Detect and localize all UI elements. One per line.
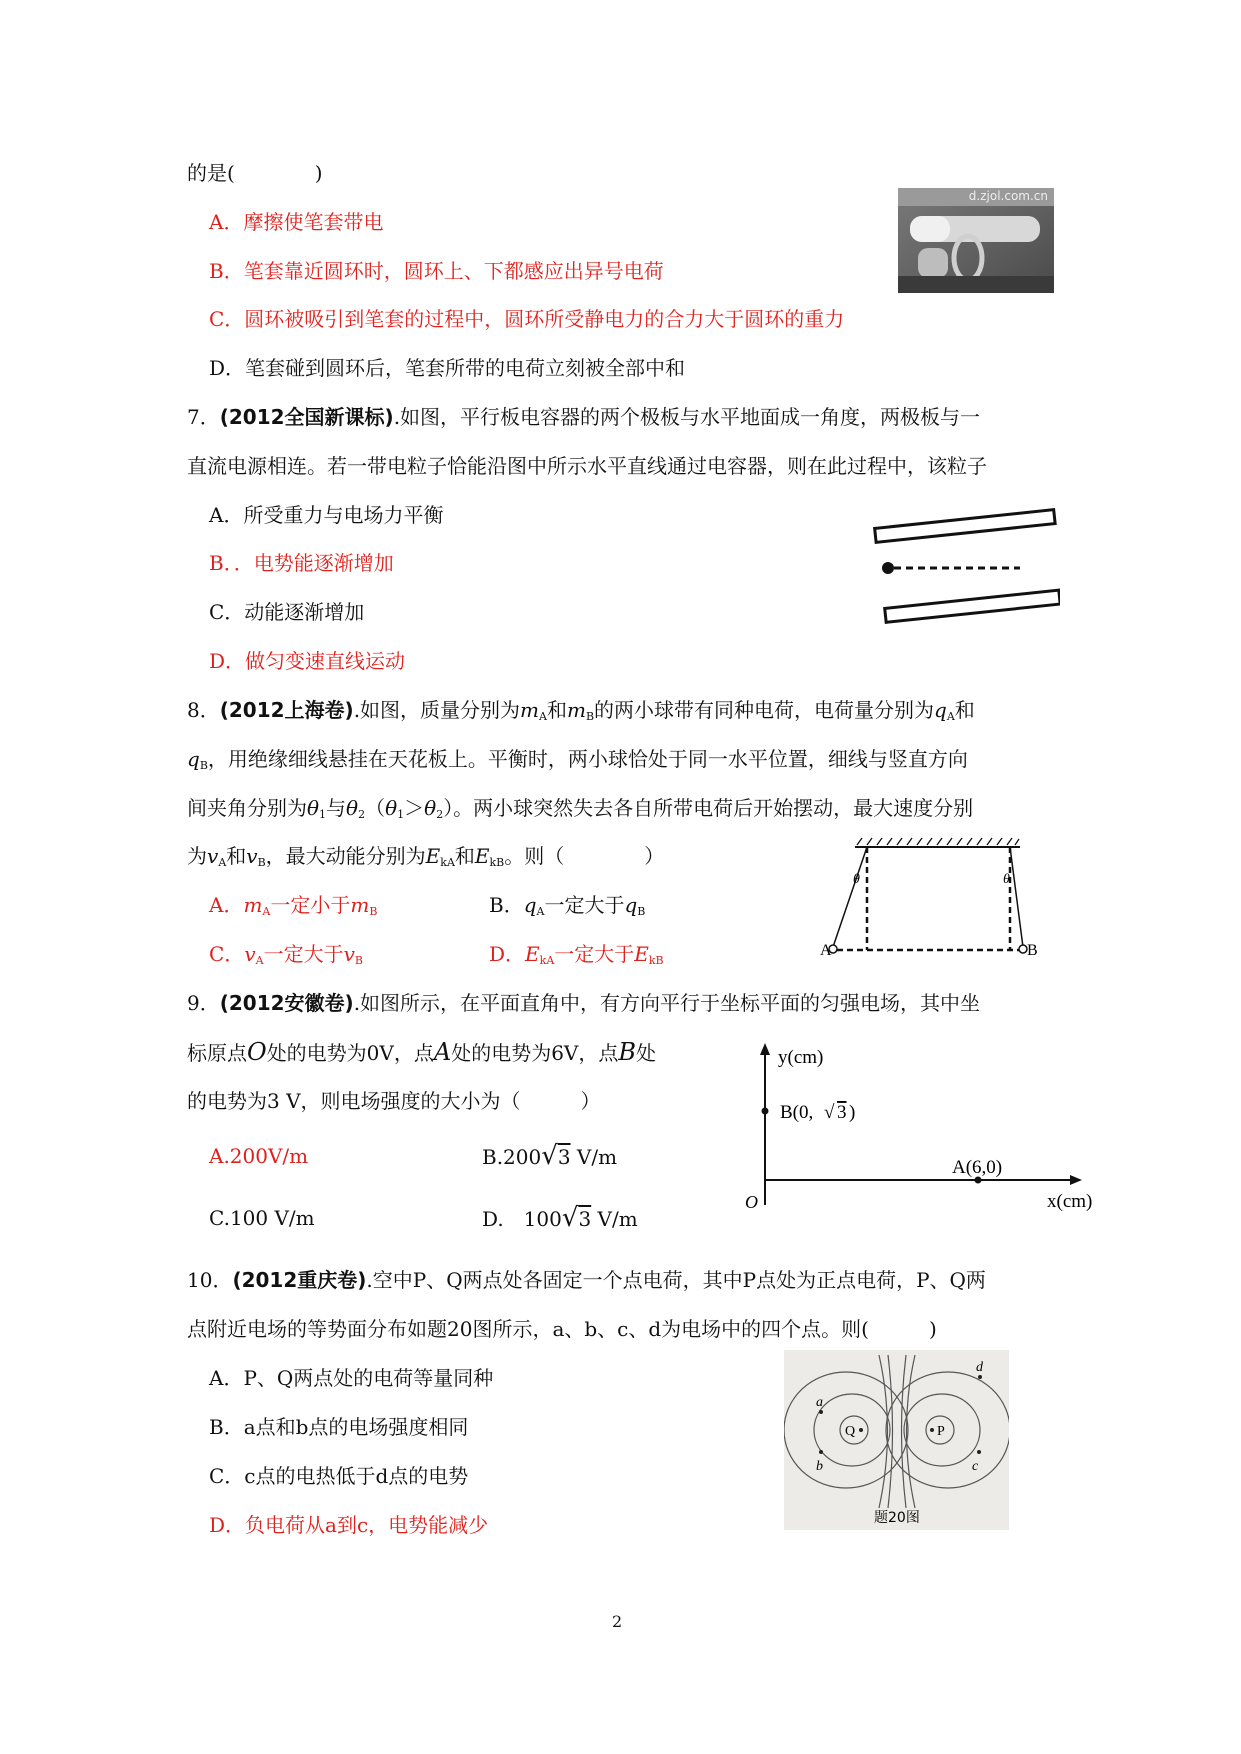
q7-option-a: A．所受重力与电场力平衡 bbox=[209, 503, 444, 527]
var-a: A bbox=[433, 1038, 452, 1066]
option-letter: B． bbox=[489, 893, 524, 917]
var-theta: θ bbox=[307, 796, 320, 820]
sub-2: 2 bbox=[358, 808, 366, 821]
var-v: v bbox=[343, 942, 355, 966]
origin-label: O bbox=[745, 1192, 758, 1212]
q8-option-c bbox=[209, 941, 363, 974]
option-text: D. 100 bbox=[482, 1207, 562, 1231]
label-a: a bbox=[816, 1395, 823, 1410]
q9-line2 bbox=[187, 1039, 656, 1066]
q8-text: 和 bbox=[226, 844, 247, 868]
q6-stem-tail: 的是( ) bbox=[187, 161, 323, 185]
q7-option-d: D．做匀变速直线运动 bbox=[209, 649, 406, 673]
q7-line2: 直流电源相连。若一带电粒子恰能沿图中所示水平直线通过电容器，则在此过程中，该粒子 bbox=[187, 454, 987, 478]
x-axis-label: x(cm) bbox=[1047, 1191, 1093, 1212]
q10-line1 bbox=[187, 1267, 986, 1293]
q9-source: (2012安徽卷) bbox=[219, 991, 354, 1015]
q10-option-b: B．a点和b点的电场强度相同 bbox=[209, 1415, 469, 1439]
sub-1: 1 bbox=[397, 808, 405, 821]
radicand: 3 bbox=[557, 1145, 571, 1169]
q8-line3 bbox=[187, 795, 973, 828]
q7-source: (2012全国新课标) bbox=[219, 405, 394, 429]
p-charge-dot bbox=[930, 1428, 934, 1432]
q-charge-dot bbox=[859, 1428, 863, 1432]
capacitor-upper-plate bbox=[875, 510, 1055, 543]
page-number: 2 bbox=[612, 1612, 623, 1631]
sub-b: B bbox=[369, 905, 378, 918]
var-q: q bbox=[187, 747, 200, 771]
q9-text: .如图所示，在平面直角中，有方向平行于坐标平面的匀强电场，其中坐 bbox=[353, 991, 981, 1015]
q10-option-c: C．c点的电热低于d点的电势 bbox=[209, 1464, 469, 1488]
ball-b bbox=[1019, 945, 1027, 953]
q8-text: 和 bbox=[546, 698, 567, 722]
sub-a: A bbox=[539, 710, 547, 723]
y-axis-arrow-icon bbox=[760, 1043, 770, 1055]
option-letter: D． bbox=[489, 942, 526, 966]
q8-text: ，用绝缘细线悬挂在天花板上。平衡时，两小球恰处于同一水平位置，细线与竖直方向 bbox=[207, 747, 968, 771]
q7-line1 bbox=[187, 404, 980, 430]
point-b-label-end: ) bbox=[849, 1102, 856, 1123]
q8-line1 bbox=[187, 697, 975, 730]
q6-option-a: A．摩擦使笔套带电 bbox=[209, 210, 384, 234]
photo-watermark: d.zjol.com.cn bbox=[968, 189, 1048, 203]
sqrt-icon: √ bbox=[824, 1102, 835, 1123]
pen-ring-photo-image bbox=[898, 188, 1054, 293]
var-q: q bbox=[523, 893, 537, 917]
point-a-dot bbox=[819, 1410, 823, 1414]
option-text: 一定大于 bbox=[544, 893, 625, 917]
option-text: V/m bbox=[570, 1145, 618, 1169]
sub-kb: kB bbox=[648, 954, 664, 967]
q8-line4 bbox=[187, 843, 664, 876]
q7-text1: .如图，平行板电容器的两个极板与水平地面成一角度，两极板与一 bbox=[393, 405, 981, 429]
q8-text: ＞ bbox=[404, 796, 425, 820]
q10-number: 10． bbox=[187, 1268, 233, 1292]
var-theta: θ bbox=[424, 796, 437, 820]
particle-dot bbox=[882, 562, 894, 574]
q9-text: 标原点 bbox=[187, 1041, 247, 1065]
var-theta: θ bbox=[385, 796, 398, 820]
q6-option-d: D．笔套碰到圆环后，笔套所带的电荷立刻被全部中和 bbox=[209, 356, 686, 380]
q9-option-d bbox=[482, 1205, 638, 1232]
var-e: E bbox=[425, 844, 441, 868]
sub-b: B bbox=[637, 905, 646, 918]
q9-line1 bbox=[187, 990, 980, 1016]
q8-source: (2012上海卷) bbox=[219, 698, 354, 722]
var-v: v bbox=[207, 844, 219, 868]
sub-a: A bbox=[255, 954, 264, 967]
var-v: v bbox=[246, 844, 258, 868]
q8-option-d bbox=[489, 941, 664, 974]
var-m: m bbox=[520, 698, 540, 722]
var-v: v bbox=[244, 942, 256, 966]
var-e: E bbox=[474, 844, 490, 868]
label-theta2: θ bbox=[1003, 872, 1010, 887]
option-text: 一定小于 bbox=[270, 893, 351, 917]
thread-b bbox=[1010, 847, 1023, 947]
sub-a: A bbox=[262, 905, 271, 918]
label-b: b bbox=[816, 1459, 823, 1474]
var-q: q bbox=[934, 698, 947, 722]
sub-b: B bbox=[585, 710, 595, 723]
q7-capacitor-figure bbox=[870, 505, 1060, 625]
figure-caption: 题20图 bbox=[874, 1510, 920, 1526]
q10-equipotential-figure bbox=[784, 1350, 1009, 1530]
q9-text: 处 bbox=[636, 1041, 657, 1065]
option-text: 一定大于 bbox=[263, 942, 344, 966]
var-e: E bbox=[634, 942, 649, 966]
var-e: E bbox=[525, 942, 540, 966]
option-letter: C． bbox=[209, 942, 245, 966]
q8-option-a bbox=[209, 892, 377, 925]
q8-line2 bbox=[187, 746, 968, 779]
var-m: m bbox=[243, 893, 263, 917]
q9-option-c: C.100 V/m bbox=[209, 1206, 315, 1230]
q7-number: 7． bbox=[187, 405, 220, 429]
sub-a: A bbox=[218, 856, 227, 869]
q6-option-b: B．笔套靠近圆环时，圆环上、下都感应出异号电荷 bbox=[209, 259, 664, 283]
point-c-dot bbox=[977, 1450, 981, 1454]
label-d: d bbox=[976, 1360, 983, 1375]
ceiling-hatch bbox=[857, 838, 1019, 845]
point-b-radicand: 3 bbox=[837, 1102, 847, 1123]
label-b: B bbox=[1027, 942, 1038, 959]
option-text: 一定大于 bbox=[554, 942, 635, 966]
q6-option-c: C．圆环被吸引到笔套的过程中，圆环所受静电力的合力大于圆环的重力 bbox=[209, 307, 845, 331]
q8-text: ）。两小球突然失去各自所带电荷后开始摆动，最大速度分别 bbox=[443, 796, 974, 820]
sub-b: B bbox=[354, 954, 363, 967]
sqrt-icon: √ bbox=[541, 1141, 558, 1171]
var-q: q bbox=[624, 893, 638, 917]
q9-coordinate-graph bbox=[740, 1035, 1110, 1215]
q9-option-a: A.200V/m bbox=[209, 1144, 309, 1168]
q8-text: ，最大动能分别为 bbox=[265, 844, 426, 868]
q10-line2: 点附近电场的等势面分布如题20图所示，a、b、c、d为电场中的四个点。则( ) bbox=[187, 1317, 937, 1341]
q8-option-b bbox=[489, 892, 645, 925]
thread-a bbox=[833, 847, 867, 947]
option-text: B.200 bbox=[482, 1145, 542, 1169]
q9-number: 9． bbox=[187, 991, 220, 1015]
q8-text: 与 bbox=[326, 796, 347, 820]
q8-text: 为 bbox=[187, 844, 207, 868]
point-a-label: A(6,0) bbox=[952, 1157, 1003, 1178]
label-a: A bbox=[820, 942, 832, 959]
q9-text: 处的电势为6V，点 bbox=[451, 1041, 619, 1065]
q9-text: 处的电势为0V，点 bbox=[266, 1041, 434, 1065]
var-m: m bbox=[350, 893, 370, 917]
label-c: c bbox=[972, 1459, 979, 1474]
label-p: P bbox=[937, 1424, 945, 1439]
q8-text: （ bbox=[365, 796, 386, 820]
point-b-dot bbox=[762, 1108, 769, 1115]
sqrt-icon: √ bbox=[561, 1203, 579, 1233]
sub-a: A bbox=[536, 905, 545, 918]
y-axis-label: y(cm) bbox=[778, 1047, 824, 1068]
q10-source: (2012重庆卷) bbox=[232, 1268, 367, 1292]
point-b-dot bbox=[819, 1450, 823, 1454]
radicand: 3 bbox=[578, 1207, 592, 1231]
q8-number: 8． bbox=[187, 698, 220, 722]
var-b: B bbox=[618, 1038, 637, 1066]
q8-text: 间夹角分别为 bbox=[187, 796, 307, 820]
capacitor-lower-plate bbox=[885, 590, 1060, 622]
sub-a: A bbox=[946, 710, 955, 723]
x-axis-arrow-icon bbox=[1070, 1175, 1082, 1185]
q10-text: .空中P、Q两点处各固定一个点电荷，其中P点处为正点电荷，P、Q两 bbox=[366, 1268, 986, 1292]
q7-option-c: C．动能逐渐增加 bbox=[209, 600, 365, 624]
option-text: V/m bbox=[591, 1207, 638, 1231]
q10-option-a: A．P、Q两点处的电荷等量同种 bbox=[209, 1366, 494, 1390]
point-d-dot bbox=[978, 1375, 982, 1379]
q6-photo bbox=[898, 188, 1054, 293]
q9-line3: 的电势为3 V，则电场强度的大小为（ ） bbox=[187, 1089, 601, 1113]
q8-text: .如图，质量分别为 bbox=[353, 698, 521, 722]
q8-text: 和 bbox=[454, 844, 475, 868]
point-b-label: B(0, bbox=[780, 1102, 814, 1123]
var-o: O bbox=[247, 1038, 267, 1066]
label-theta1: θ bbox=[853, 872, 860, 887]
label-q: Q bbox=[845, 1424, 856, 1439]
sub-ka: kA bbox=[440, 856, 455, 869]
sub-2: 2 bbox=[436, 808, 444, 821]
q7-option-b: B．．电势能逐渐增加 bbox=[209, 551, 394, 575]
sub-b: B bbox=[257, 856, 266, 869]
q8-text: 的两小球带有同种电荷，电荷量分别为 bbox=[594, 698, 935, 722]
sub-kb: kB bbox=[489, 856, 505, 869]
q8-text: 和 bbox=[954, 698, 975, 722]
var-theta: θ bbox=[346, 796, 359, 820]
figure-background bbox=[784, 1350, 1009, 1530]
q8-text: 。则（ ） bbox=[504, 844, 665, 868]
sub-b: B bbox=[199, 759, 208, 772]
var-m: m bbox=[566, 698, 586, 722]
q10-option-d: D．负电荷从a到c，电势能减少 bbox=[209, 1513, 489, 1537]
q8-pendulum-figure bbox=[815, 835, 1045, 960]
sub-1: 1 bbox=[319, 808, 327, 821]
q9-option-b bbox=[482, 1143, 617, 1170]
sub-ka: kA bbox=[539, 954, 555, 967]
option-letter: A． bbox=[209, 893, 244, 917]
